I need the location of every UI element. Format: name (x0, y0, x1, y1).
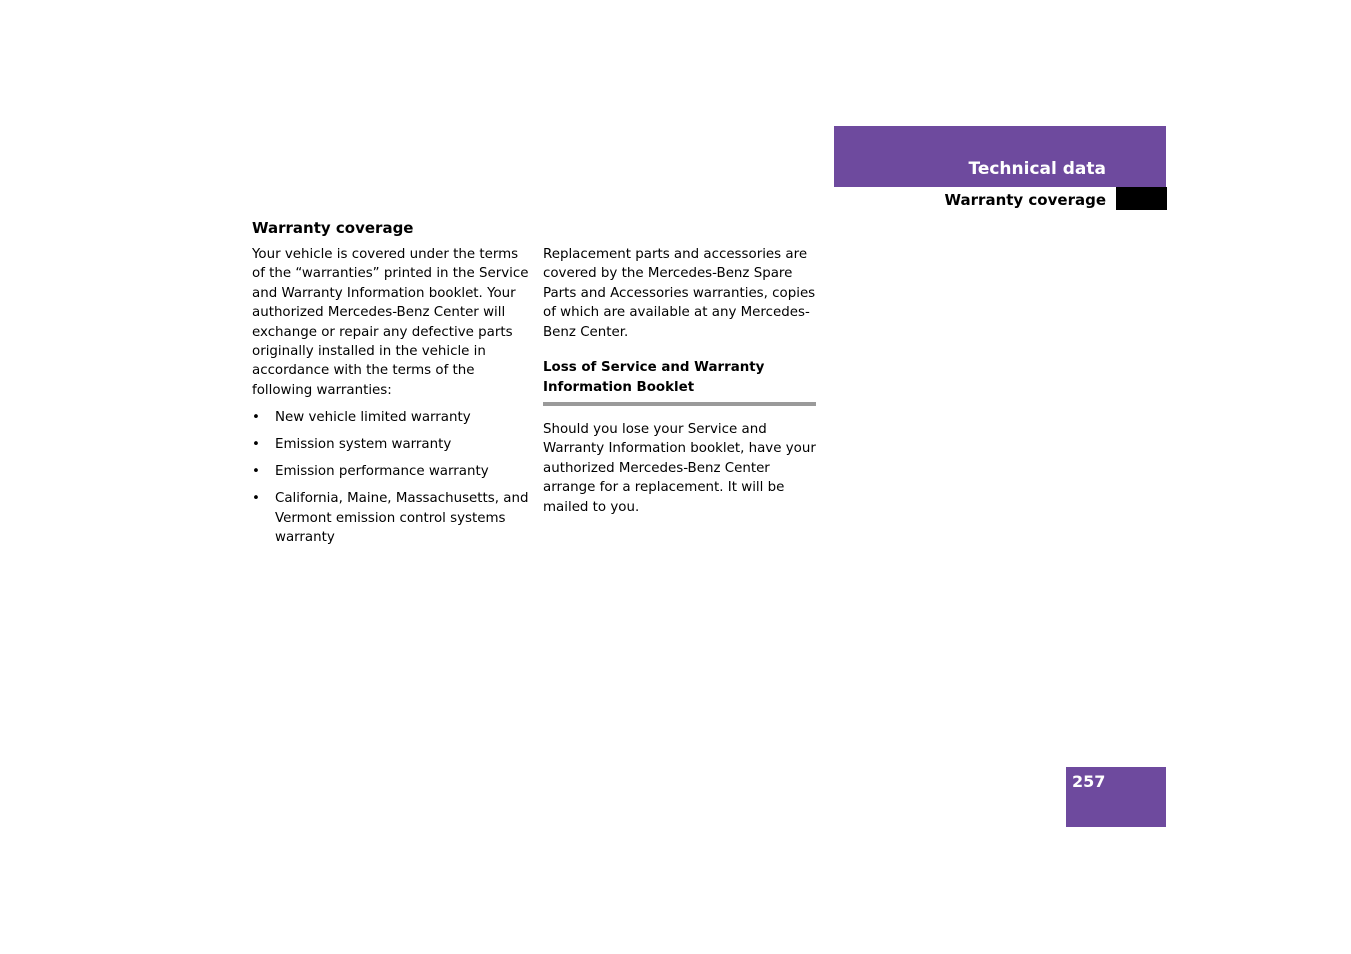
bullet-icon: • (252, 464, 260, 480)
list-item (252, 435, 534, 454)
page-heading: Warranty coverage (252, 219, 414, 237)
bullet-icon: • (252, 410, 260, 426)
right-column (543, 245, 819, 517)
list-item-text: New vehicle limited warranty (275, 410, 471, 426)
list-item-text: Emission performance warranty (275, 464, 489, 480)
page-number: 257 (1072, 772, 1106, 791)
subsection-title: Warranty coverage (944, 191, 1106, 209)
section-tab-marker (1116, 187, 1167, 210)
list-item-text: California, Maine, Massachusetts, and Vermont emission control systems warranty (275, 491, 529, 546)
section-title: Technical data (968, 159, 1106, 179)
replacement-parts-paragraph: Replacement parts and accessories are covered by the Mercedes-Benz Spare Parts and Accessories warranties, copies of which are available at any Mercedes-Benz Center. (543, 247, 816, 340)
list-item (252, 462, 534, 481)
list-item-text: Emission system warranty (275, 437, 452, 453)
loss-booklet-subheading: Loss of Service and Warranty Information Booklet (543, 358, 816, 406)
bullet-icon: • (252, 491, 260, 507)
intro-paragraph: Your vehicle is covered under the terms of the “warranties” printed in the Service and Warranty Information booklet. Your authorized Mercedes-Benz Center will exchange or repair any defective parts originally installed in the vehicle in accordance with the terms of the following warranties: (252, 247, 529, 398)
left-column (252, 218, 534, 555)
loss-booklet-paragraph: Should you lose your Service and Warranty Information booklet, have your authorized Mercedes-Benz Center arrange for a replacement. It will be mailed to you. (543, 422, 816, 515)
list-item (252, 489, 534, 547)
warranty-list (252, 408, 534, 547)
list-item (252, 408, 534, 427)
bullet-icon: • (252, 437, 260, 453)
